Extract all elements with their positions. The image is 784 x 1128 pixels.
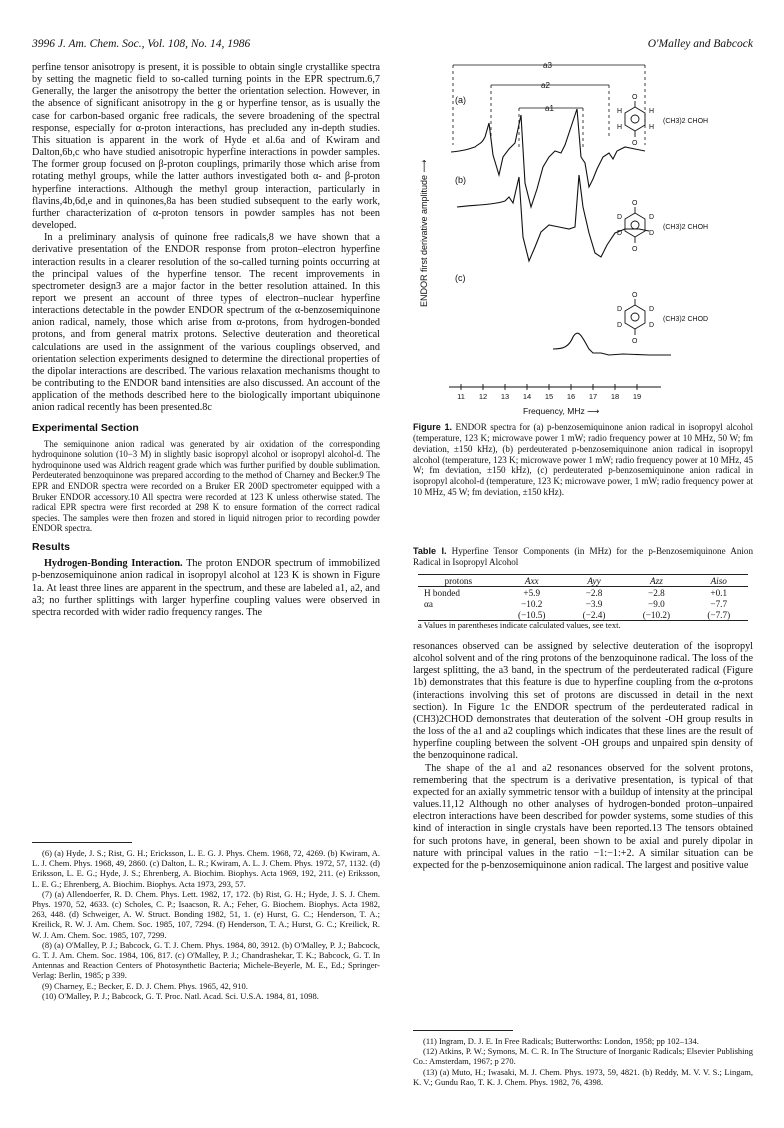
table-cell: −7.7 bbox=[710, 598, 728, 609]
table-cell: (−10.5) bbox=[518, 609, 546, 620]
panel-label-b: (b) bbox=[455, 175, 466, 185]
atom-label: D bbox=[617, 230, 623, 237]
footnote: (13) (a) Muto, H.; Iwasaki, M. J. Chem. Phys. 1973, 59, 4821. (b) Reddy, M. V. V. S.; Lingam, K. V.; Gundu Rao, T. K. J. Chem. Phys. 1982, 76, 4398. bbox=[413, 1066, 753, 1087]
panel-label-a: (a) bbox=[455, 95, 466, 105]
paragraph: resonances observed can be assigned by selective deuteration of the isopropyl alcohol solvent and of the ring protons of the benzoquinone radical. The loss of the largest splitting, the a3 band, in the spectrum of the perdeuterated radical (Figure 1b) demonstrates that this feature is due to hyperfine coupling from the α-protons (interactions involving this set of protons are discussed in detail in the next section). In Figure 1c the ENDOR spectrum of the perdeuterated radical in (CH3)2CHOD demonstrates that deuteration of the solvent -OH group results in the loss of the a1 and a2 couplings which indicates that these lines are the result of hyperfine coupling between the solvent -OH groups and unpaired spin density of the benzoquinone radical. bbox=[413, 641, 753, 762]
table-cell: −9.0 bbox=[648, 598, 665, 609]
table-row bbox=[418, 609, 748, 621]
y-axis-label: ENDOR first derivative amplitude ⟶ bbox=[419, 159, 429, 307]
x-tick-label: 12 bbox=[478, 392, 488, 401]
table-title bbox=[413, 546, 753, 568]
atom-label: D bbox=[649, 306, 655, 313]
running-header-left: 3996 J. Am. Chem. Soc., Vol. 108, No. 14, 1986 bbox=[32, 38, 251, 50]
table-row bbox=[418, 598, 748, 609]
table-header: Azz bbox=[650, 575, 663, 586]
footnote: (9) Charney, E.; Becker, E. D. J. Chem. Phys. 1965, 42, 910. bbox=[42, 980, 248, 991]
table-header: protons bbox=[444, 575, 473, 586]
experimental-text: The semiquinone anion radical was generated by air oxidation of the corresponding hydroquinone solution (10−3 M) in slightly basic isopropyl alcohol or isopropyl alcohol-d. The hydroquinone used was Aldrich reagent grade which was further purified by double sublimation. Perdeuterated benzoquinone was prepared according to the method of Charney and Becker.9 The EPR and ENDOR spectra were recorded on a Bruker ER 200D spectrometer equipped with a Bruker ENDOR accessory.10 All spectra were recorded at 123 K unless otherwise stated. The radical EPR spectra were first recorded at 298 K to ensure formation of the correct radical species. The samples were then frozen and stored in liquid nitrogen prior to recording powder ENDOR spectra. bbox=[32, 438, 380, 534]
results-paragraph bbox=[32, 558, 380, 619]
solvent-label-c: (CH3)2 CHOD bbox=[663, 316, 709, 323]
right-column bbox=[413, 641, 753, 872]
table-cell: −2.8 bbox=[585, 587, 603, 598]
atom-label: O bbox=[632, 94, 638, 101]
results-text: The proton ENDOR spectrum of immobilized p-benzosemiquinone anion radical in isopropyl alcohol at 123 K is shown in Figure 1a. At least three lines are apparent in the spectrum, and these are labeled a1, a2, and a3; no further splittings with larger hyperfine coupling values were observed in spectra recorded with wider radio frequency ranges. The bbox=[32, 558, 381, 618]
running-header-right: O'Malley and Babcock bbox=[647, 38, 753, 50]
figure-caption-label: Figure 1. bbox=[413, 422, 453, 432]
atom-label: D bbox=[617, 214, 623, 221]
table-cell: H bonded bbox=[424, 587, 460, 598]
coupling-label-a1: a1 bbox=[545, 104, 554, 113]
footnote-rule-left bbox=[32, 842, 132, 843]
table-cell: +0.1 bbox=[710, 587, 728, 598]
x-tick-label: 18 bbox=[610, 392, 620, 401]
intro-paragraph: perfine tensor anisotropy is present, it is possible to obtain single crystallike spectra by setting the magnetic field to so-called turning points in the EPR spectrum.6,7 Generally, the larger the anisotropy the better the orientation selection. However, in the absence of significant anisotropy in the g or hyperfine tensor, as is usually the case for carbon-based organic free radicals, the severe broadening of the spectral response, especially for α-proton interactions, has precluded any in-depth studies. This situation is apparent in the work of Hyde et al.6a and of Kwiram and Dalton,6b,c who have studied anisotropic hyperfine interactions in powder samples. The former group focused on β-proton couplings, primarily those which arise from rotating methyl groups, while the latter authors investigated both α- and β-proton hyperfine interactions. Although the methyl group interaction, particularly in flavins,4b,6d,e and in quinones,8a has been studied subsequent to the early work, further characterization of α-proton tensors in powder samples has not been developed. bbox=[32, 62, 380, 232]
footnote-rule-right bbox=[413, 1030, 513, 1031]
atom-label: H bbox=[649, 124, 655, 131]
atom-label: D bbox=[649, 230, 655, 237]
footnote: (6) (a) Hyde, J. S.; Rist, G. H.; Ericksson, L. E. G. J. Phys. Chem. 1968, 72, 4269. (b) Kwiram, A. L. J. Chem. Phys. 1968, 49, 2860. (c) Dalton, L. R.; Kwiram, A. L. J. Chem. Phys. 1972, 57, 1132. (d) Eriksson, L. E. G.; Hyde, J. S.; Ehrenberg, A. Biochim. Biophys. Acta 1969, 192, 211. (e) Eriksson, L. E. G.; Ehrenberg, A. Biochim. Biophys. Acta 1973, 293, 57. bbox=[32, 848, 380, 889]
molecule-a bbox=[617, 94, 708, 147]
atom-label: O bbox=[632, 338, 638, 345]
x-tick-label: 16 bbox=[566, 392, 576, 401]
table-cell: (−2.4) bbox=[582, 609, 606, 620]
paragraph: The shape of the a1 and a2 resonances observed for the solvent protons, remembering that the spectrum is a derivative presentation, is typical of that expected for an axially symmetric tensor with a buildup of intensity at the principal values.11,12 Although no other analyses of hydrogen-bonded proton–unpaired electron interactions have been described for powder systems, some studies of this kind of interaction in single crystals have been reported.13 The tensors obtained for such protons have, in general, been shown to be axial and purely dipolar in nature with principal values in the ratio −1:−1:+2. A similar situation can be expected for the p-benzosemiquinone anion radical. The largest and positive value bbox=[413, 762, 753, 871]
atom-label: H bbox=[649, 108, 655, 115]
footnote: (11) Ingram, D. J. E. In Free Radicals; Butterworths: London, 1958; pp 102–134. bbox=[423, 1036, 699, 1046]
panel-label-c: (c) bbox=[455, 273, 466, 283]
atom-label: O bbox=[632, 140, 638, 147]
table-header-row bbox=[418, 575, 748, 587]
results-subheading: Hydrogen-Bonding Interaction. bbox=[44, 558, 183, 570]
table-cell: −3.9 bbox=[585, 598, 603, 609]
footnotes-left bbox=[32, 848, 380, 1001]
figure-caption bbox=[413, 422, 753, 498]
coupling-label-a3: a3 bbox=[543, 61, 552, 70]
x-tick-label: 13 bbox=[500, 392, 510, 401]
footnote: (7) (a) Allendoerfer, R. D. Chem. Phys. Lett. 1982, 17, 172. (b) Rist, G. H.; Hyde, J. S. J. Chem. Phys. 1970, 52, 4633. (c) Scholes, C. P.; Isaacson, R. A.; Feher, G. Biochem. Biophys. Acta 1982, 263, 448. (d) Schweiger, A. W. Struct. Bonding 1982, 51, 1. (e) Hurst, G. C.; Henderson, T. A.; Kreilick, R. W. J. Am. Chem. Soc. 1985, 107, 7294. (f) Henderson, T. A.; Hurst, G. C.; Kreilick, R. W. J. Am. Chem. Soc. 1985, 107, 7299. bbox=[32, 888, 380, 940]
spectrum-c bbox=[553, 333, 671, 355]
section-heading-results: Results bbox=[32, 541, 70, 554]
coupling-label-a2: a2 bbox=[541, 81, 550, 90]
x-tick-label: 11 bbox=[457, 392, 465, 401]
paragraph: In a preliminary analysis of quinone free radicals,8 we have shown that a derivative presentation of the ENDOR response from proton–electron hyperfine interaction results in a clearer resolution of the so-called turning points occurring at the principal values of the hyperfine tensor. The recent improvements in spectrometer design3 are a major factor in the better resolution attained. In this report we present an account of three types of electron–nuclear hyperfine interactions detectable in the powder ENDOR spectrum of the α-benzosemiquinone anion radical, namely, those which arise from α-protons, from hydrogen-bonded protons, and from general matrix protons. Selective deuteration and theoretical calculations are used in the assignment of the various couplings observed, and orientation selection experiments designed to determine the directional properties of the dipolar interactions are described. The various relaxation mechanisms thought to be contributing to the ENDOR band intensities are also discussed. An account of the application of the methods described here to the biologically important ubiquinone anion radical recently has been presented.8c bbox=[32, 232, 380, 414]
atom-label: H bbox=[617, 108, 623, 115]
table-cell: +5.9 bbox=[523, 587, 541, 598]
molecule-c bbox=[617, 292, 708, 345]
footnote: (8) (a) O'Malley, P. J.; Babcock, G. T. J. Chem. Phys. 1984, 80, 3912. (b) O'Malley, P. J.; Babcock, G. T. J. Am. Chem. Soc. 1984, 106, 817. (c) O'Malley, P. J.; Chandrashekar, T. K.; Babcock, G. T. In Antennas and Reaction Centers of Photosynthetic Bacteria; Michele-Beyerle, M. E., Ed.; Springer-Verlag: Berlin, 1985; p 339. bbox=[32, 939, 380, 981]
table-cell: −10.2 bbox=[521, 598, 543, 609]
table-header: Axx bbox=[524, 575, 539, 586]
atom-label: D bbox=[649, 322, 655, 329]
table-cell: αa bbox=[424, 598, 433, 609]
footnotes-right bbox=[413, 1036, 753, 1087]
x-tick-label: 15 bbox=[544, 392, 554, 401]
table-label: Table I. bbox=[413, 546, 447, 556]
atom-label: H bbox=[617, 124, 623, 131]
x-tick-label: 17 bbox=[588, 392, 598, 401]
spectrum-a bbox=[451, 109, 645, 207]
molecule-b bbox=[617, 200, 708, 253]
footnote: (12) Atkins, P. W.; Symons, M. C. R. In The Structure of Inorganic Radicals; Elsevier Publishing Co.: Amsterdam, 1967; p 270. bbox=[413, 1046, 753, 1067]
footnote: (10) O'Malley, P. J.; Babcock, G. T. Proc. Natl. Acad. Sci. U.S.A. 1984, 81, 1098. bbox=[42, 990, 319, 1001]
table-cell: (−10.2) bbox=[642, 609, 671, 620]
table-header: Ayy bbox=[587, 575, 601, 586]
table-cell bbox=[418, 609, 499, 621]
atom-label: O bbox=[632, 200, 638, 207]
section-heading-experimental: Experimental Section bbox=[32, 421, 139, 434]
figure-caption-text: ENDOR spectra for (a) p-benzosemiquinone anion radical in isopropyl alcohol (temperature, 123 K; microwave power 1 mW; radio frequency power at 10 MHz, 50 W; fm deviation, ±150 kHz), (b) perdeuterated p-benzosemiquinone anion radical in isopropyl alcohol (temperature, 123 K; microwave power 1 mW; radio frequency power at 10 MHz, 45 W; fm deviation, ±150 kHz), (c) perdeuterated p-benzosemiquinone anion radical in isopropyl alcohol-d (temperature, 123 K; microwave power, 1 mW; radio frequency power at 10 MHz, 45 W; fm deviation, ±150 kHz). bbox=[413, 422, 753, 498]
table-cell: −2.8 bbox=[648, 587, 665, 598]
atom-label: O bbox=[632, 292, 638, 299]
atom-label: D bbox=[617, 306, 623, 313]
solvent-label-a: (CH3)2 CHOH bbox=[663, 118, 709, 125]
hyperfine-table bbox=[418, 574, 748, 621]
table-header: Aiso bbox=[710, 575, 727, 586]
x-axis-label: Frequency, MHz ⟶ bbox=[523, 406, 600, 416]
table-footnote: a Values in parentheses indicate calculated values, see text. bbox=[418, 620, 621, 630]
left-column bbox=[32, 62, 380, 619]
atom-label: D bbox=[617, 322, 623, 329]
x-tick-label: 14 bbox=[522, 392, 532, 401]
table-cell: (−7.7) bbox=[707, 609, 731, 620]
solvent-label-b: (CH3)2 CHOH bbox=[663, 224, 709, 231]
table-title-text: Hyperfine Tensor Components (in MHz) for the p-Benzosemiquinone Anion Radical in Isopropyl Alcohol bbox=[413, 546, 754, 567]
x-tick-label: 19 bbox=[632, 392, 642, 401]
atom-label: D bbox=[649, 214, 655, 221]
atom-label: O bbox=[632, 246, 638, 253]
figure-endor-spectra bbox=[413, 57, 753, 419]
table-row bbox=[418, 587, 748, 599]
